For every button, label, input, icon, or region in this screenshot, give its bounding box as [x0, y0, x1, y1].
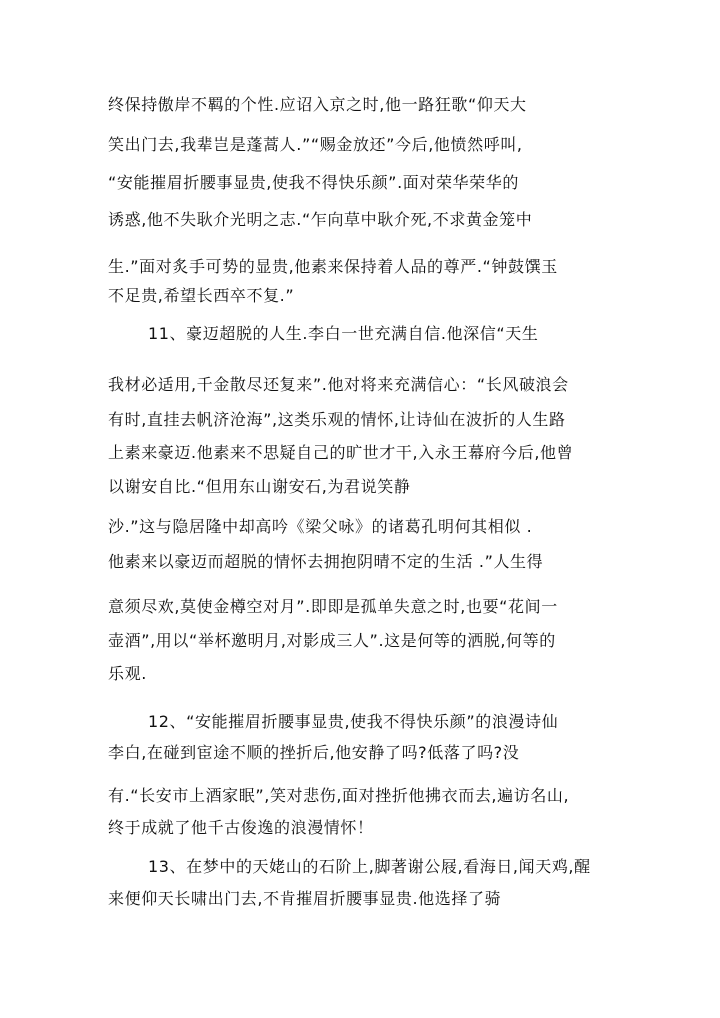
paragraph-11-line-2: 我材必适用,千金散尽还复来”.他对将来充满信心：“长风破浪会: [108, 375, 569, 394]
paragraph-13-line-2: 来便仰天长啸出门去,不肯摧眉折腰事显贵.他选择了骑: [108, 889, 502, 908]
paragraph-11-line-1: 11、豪迈超脱的人生.李白一世充满自信.他深信“天生: [148, 324, 539, 343]
text-line-2: 笑出门去,我辈岂是蓬蒿人.”“赐金放还”今后,他愤然呼叫,: [108, 135, 523, 154]
paragraph-11-line-4: 上素来豪迈.他素来不思疑自己的旷世才干,入永王幕府今后,他曾: [108, 443, 574, 462]
paragraph-12-line-2: 李白,在碰到宦途不顺的挫折后,他安静了吗?低落了吗?没: [108, 743, 520, 762]
text-line-5: 生.”面对炙手可势的显贵,他素来保持着人品的尊严.“钟鼓馔玉: [108, 257, 558, 276]
paragraph-11-line-7: 他素来以豪迈而超脱的情怀去拥抱阴晴不定的生活 .”人生得: [108, 552, 544, 571]
text-line-6: 不足贵,希望长西卒不复.”: [108, 286, 295, 305]
text-line-3: “安能摧眉折腰事显贵,使我不得快乐颜”.面对荣华荣华的: [108, 173, 519, 192]
text-line-4: 诱惑,他不失耿介光明之志.“乍向草中耿介死,不求黄金笼中: [108, 210, 533, 229]
paragraph-11-line-5: 以谢安自比.“但用东山谢安石,为君说笑静: [108, 477, 411, 496]
text-line-1: 终保持傲岸不羁的个性.应诏入京之时,他一路狂歌“仰天大: [108, 95, 527, 114]
paragraph-13-line-1: 13、在梦中的天姥山的石阶上,脚著谢公屐,看海日,闻天鸡,醒: [148, 857, 591, 876]
paragraph-11-line-6: 沙.”这与隐居隆中却高吟《梁父咏》的诸葛孔明何其相似 .: [108, 517, 533, 536]
paragraph-12-line-3: 有.“长安市上酒家眠”,笑对悲伤,面对挫折他拂衣而去,遍访名山,: [108, 786, 570, 805]
paragraph-11-line-3: 有时,直挂去帆济沧海”,这类乐观的情怀,让诗仙在波折的人生路: [108, 410, 566, 429]
paragraph-11-line-8: 意须尽欢,莫使金樽空对月”.即即是孤单失意之时,也要“花间一: [108, 597, 558, 616]
paragraph-12-line-1: 12、“安能摧眉折腰事显贵,使我不得快乐颜”的浪漫诗仙: [148, 712, 559, 731]
paragraph-11-line-10: 乐观.: [108, 664, 147, 683]
paragraph-12-line-4: 终于成就了他千古俊逸的浪漫情怀！: [108, 818, 374, 837]
paragraph-11-line-9: 壶酒”,用以“举杯邀明月,对影成三人”.这是何等的洒脱,何等的: [108, 631, 556, 650]
